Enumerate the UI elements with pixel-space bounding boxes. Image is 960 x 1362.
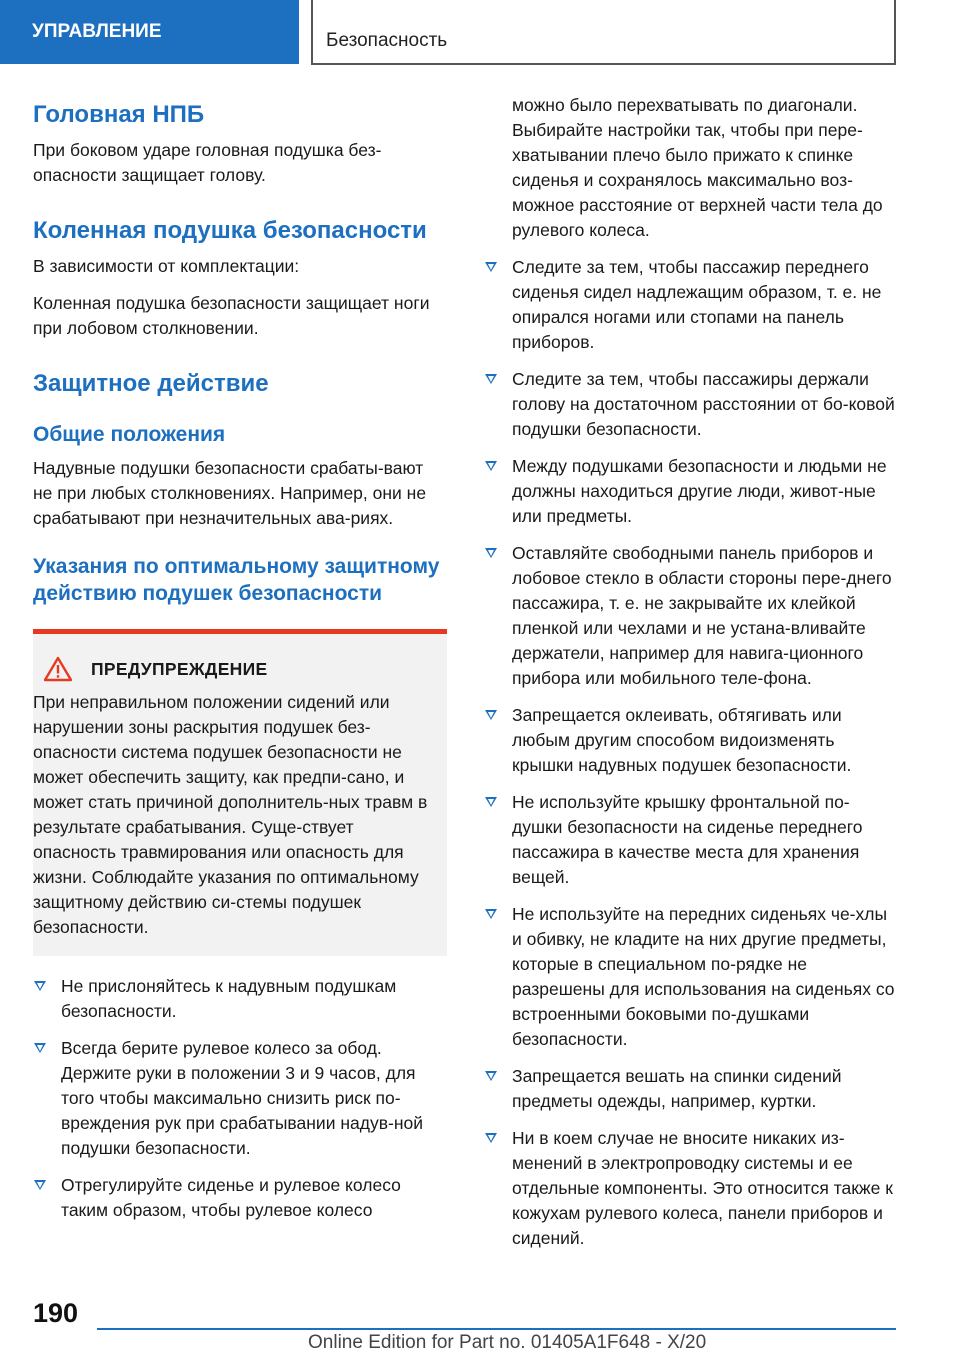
heading-general: Общие положения bbox=[33, 423, 226, 446]
triangle-bullet-icon bbox=[485, 1071, 497, 1081]
right-column bbox=[484, 93, 896, 1263]
left-bullet-list bbox=[33, 974, 447, 1223]
warning-triangle-icon bbox=[43, 656, 73, 682]
list-item: Не прислоняйтесь к надувным подушкам безопасности. bbox=[33, 974, 447, 1024]
heading-instructions: Указания по оптимальному защитному действию подушек безопасности bbox=[33, 555, 440, 605]
triangle-bullet-icon bbox=[34, 1180, 46, 1190]
list-item: Всегда берите рулевое колесо за обод. Держите руки в положении 3 и 9 часов, для того чтобы максимально снизить риск по-вреждения рук при срабатывании надув-ной подушки безопасности. bbox=[33, 1036, 447, 1161]
header-right-border bbox=[894, 0, 896, 64]
triangle-bullet-icon bbox=[485, 1133, 497, 1143]
triangle-bullet-icon bbox=[485, 374, 497, 384]
warning-header bbox=[33, 656, 433, 682]
warning-text: При неправильном положении сидений или нарушении зоны раскрытия подушек без-опасности система подушек безопасности не может обеспечить защиту, как предпи-сано, и может стать причиной дополнитель-ных травм в результате срабатывания. Суще-ствует опасность травмирования или опасность для жизни. Соблюдайте указания по оптимальному защитному действию си-стемы подушек безопасности. bbox=[33, 692, 428, 937]
list-item: Ни в коем случае не вносите никаких из-менений в электропроводку системы и ее отдельные компоненты. Это относится также к кожухам рулевого колеса, панели приборов и сидений. bbox=[484, 1126, 896, 1251]
page-number: 190 bbox=[33, 1298, 79, 1328]
chapter-tab bbox=[0, 0, 299, 64]
section-title: Безопасность bbox=[326, 30, 448, 51]
header-divider bbox=[311, 0, 313, 64]
paragraph-knee-equipment: В зависимости от комплектации: bbox=[33, 256, 300, 276]
list-item: Не используйте на передних сиденьях че-хлы и обивку, не кладите на них другие предметы, которые в специальном по-рядке не разрешены для использования на сиденьях со встроенными боковыми по-душками безопасности. bbox=[484, 902, 896, 1052]
heading-protective-action: Защитное действие bbox=[33, 370, 269, 397]
list-item: Оставляйте свободными панель приборов и лобовое стекло в области стороны пере-днего пассажира, т. е. не закрывайте их клейкой пленкой или чехлами и не устана-вливайте держатели, например для навига-ционного прибора или мобильного теле-фона. bbox=[484, 541, 896, 691]
triangle-bullet-icon bbox=[485, 909, 497, 919]
heading-head-airbag: Головная НПБ bbox=[33, 101, 205, 128]
triangle-bullet-icon bbox=[485, 797, 497, 807]
triangle-bullet-icon bbox=[34, 981, 46, 991]
triangle-bullet-icon bbox=[485, 710, 497, 720]
footer-edition: Online Edition for Part no. 01405A1F648 - X/20 bbox=[308, 1332, 707, 1353]
triangle-bullet-icon bbox=[34, 1043, 46, 1053]
warning-box bbox=[33, 629, 447, 956]
warning-title: ПРЕДУПРЕЖДЕНИЕ bbox=[91, 658, 268, 679]
list-item: Запрещается вешать на спинки сидений предметы одежды, например, куртки. bbox=[484, 1064, 896, 1114]
chapter-title: УПРАВЛЕНИЕ bbox=[32, 21, 162, 42]
triangle-bullet-icon bbox=[485, 262, 497, 272]
header-underline bbox=[311, 63, 896, 65]
triangle-bullet-icon bbox=[485, 548, 497, 558]
list-item: Отрегулируйте сиденье и рулевое колесо таким образом, чтобы рулевое колесо bbox=[33, 1173, 447, 1223]
heading-knee-airbag: Коленная подушка безопасности bbox=[33, 217, 427, 244]
continued-list-item: можно было перехватывать по диагонали. Выбирайте настройки так, чтобы при пере-хватывании плечо было прижато к спинке сиденья и сохранялось максимально воз-можное расстояние от верхней части тела до рулевого колеса. bbox=[512, 95, 883, 240]
paragraph-knee-airbag: Коленная подушка безопасности защищает ноги при лобовом столкновении. bbox=[33, 293, 430, 338]
left-column bbox=[33, 100, 447, 1235]
footer-rule bbox=[97, 1328, 896, 1330]
triangle-bullet-icon bbox=[485, 461, 497, 471]
paragraph-general: Надувные подушки безопасности срабаты-вают не при любых столкновениях. Например, они не срабатывают при незначительных ава-риях. bbox=[33, 458, 427, 528]
list-item: Следите за тем, чтобы пассажиры держали голову на достаточном расстоянии от бо-ковой подушки безопасности. bbox=[484, 367, 896, 442]
list-item: Не используйте крышку фронтальной по-душки безопасности на сиденье переднего пассажира в качестве места для хранения вещей. bbox=[484, 790, 896, 890]
right-bullet-list bbox=[484, 255, 896, 1251]
list-item: Между подушками безопасности и людьми не должны находиться другие люди, живот-ные или предметы. bbox=[484, 454, 896, 529]
list-item: Следите за тем, чтобы пассажир переднего сиденья сидел надлежащим образом, т. е. не опирался ногами или стопами на панель приборов. bbox=[484, 255, 896, 355]
paragraph-head-airbag: При боковом ударе головная подушка без-опасности защищает голову. bbox=[33, 140, 382, 185]
list-item: Запрещается оклеивать, обтягивать или любым другим способом видоизменять крышки надувных подушек безопасности. bbox=[484, 703, 896, 778]
